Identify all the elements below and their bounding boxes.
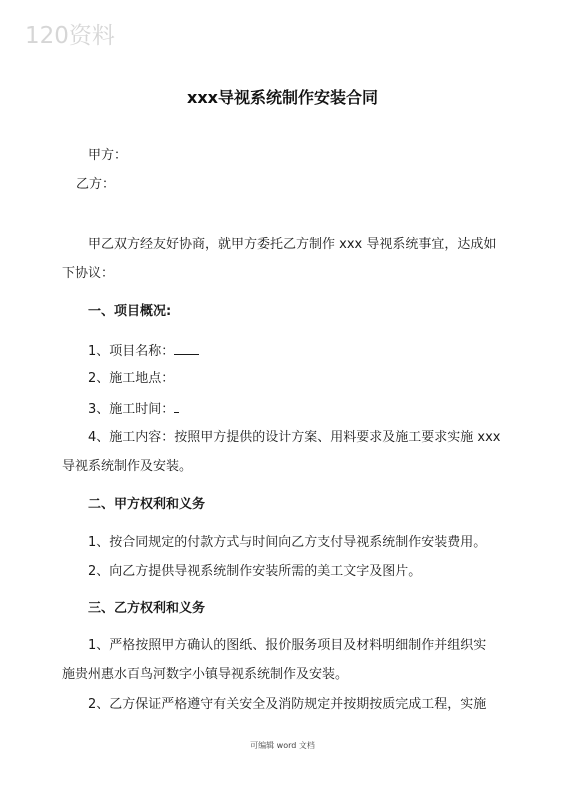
construction-time-label: 3、施工时间： [88,402,175,417]
project-name-row [88,341,199,361]
construction-content-line-1: 4、施工内容：按照甲方提供的设计方案、用料要求及施工要求实施 xxx [88,430,501,445]
page-footer: 可编辑 word 文档 [250,741,315,750]
party-a-duty-1: 1、按合同规定的付款方式与时间向乙方支付导视系统制作安装费用。 [88,535,487,550]
project-name-blank [174,341,199,355]
construction-site-label: 2、施工地点： [88,371,175,386]
watermark-text: 120资料 [25,23,115,49]
party-a-label: 甲方： [88,148,128,163]
party-b-duty-1-line-1: 1、严格按照甲方确认的图纸、报价服务项目及材料明细制作并组织实 [88,638,487,653]
section-3-heading: 三、乙方权利和义务 [88,601,206,616]
construction-content-line-2: 导视系统制作及安装。 [62,459,193,474]
section-2-heading: 二、甲方权利和义务 [88,497,206,512]
document-title: xxx导视系统制作安装合同 [187,88,378,107]
party-a-duty-2: 2、向乙方提供导视系统制作安装所需的美工文字及图片。 [88,564,422,579]
project-name-label: 1、项目名称： [88,344,175,359]
intro-paragraph-line-2: 下协议： [62,266,115,281]
section-1-heading: 一、项目概况: [88,304,172,319]
intro-paragraph-line-1: 甲乙双方经友好协商，就甲方委托乙方制作 xxx 导视系统事宜，达成如 [88,237,497,252]
party-b-duty-2-line-1: 2、乙方保证严格遵守有关安全及消防规定并按期按质完成工程，实施 [88,697,487,712]
construction-time-blank [174,399,179,413]
party-b-label: 乙方： [76,177,116,192]
construction-time-row [88,399,179,419]
party-b-duty-1-line-2: 施贵州惠水百鸟河数字小镇导视系统制作及安装。 [62,667,349,682]
